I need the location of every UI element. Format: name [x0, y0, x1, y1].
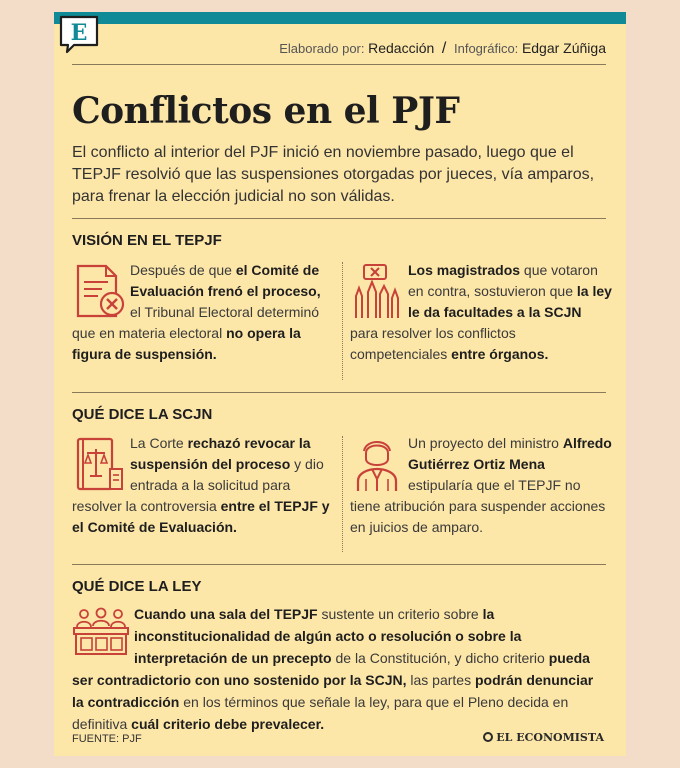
tepjf-left-block	[72, 260, 330, 365]
scjn-right-block	[350, 433, 612, 538]
text-bold: pueda ser contradictorio con uno sostenido por la SCJN,	[72, 650, 590, 688]
text: sustente un criterio sobre	[317, 606, 483, 622]
elaborado-label: Elaborado por:	[279, 41, 365, 56]
text: el Tribunal Electoral determinó que en materia electoral	[72, 304, 320, 341]
credits-separator: /	[441, 40, 447, 57]
text: La Corte	[130, 435, 188, 451]
brand-logo	[483, 731, 604, 744]
text-bold: Los magistrados	[408, 262, 521, 278]
text-bold: entre órganos.	[451, 346, 549, 362]
law-book-scales-icon	[72, 435, 126, 493]
scjn-left-block	[72, 433, 330, 538]
text-bold: la ley le da facultades a la SCJN	[408, 283, 612, 320]
text: Después de que	[130, 262, 236, 278]
infographic-card	[54, 12, 626, 756]
column-divider	[342, 436, 343, 552]
text-bold: rechazó revocar la suspensión del proceso	[130, 435, 311, 472]
text-bold: cuál criterio debe prevalecer.	[131, 716, 325, 732]
ley-block	[72, 603, 608, 735]
text: estipularía que el TEPJF no tiene atribución para suspender acciones en juicios de amparo.	[350, 477, 606, 535]
source-note: FUENTE: PJF	[72, 733, 142, 745]
raised-hands-vote-icon	[350, 262, 404, 320]
section-title-tepjf: VISIÓN EN EL TEPJF	[72, 232, 222, 249]
infografico-value: Edgar Zúñiga	[521, 40, 606, 56]
tepjf-right-block	[350, 260, 612, 365]
text-bold: entre el TEPJF y el Comité de Evaluación.	[72, 498, 330, 535]
section-title-scjn: QUÉ DICE LA SCJN	[72, 406, 213, 423]
text-bold: la inconstitucionalidad de algún acto o resolución o sobre la interpretación de un precepto	[134, 606, 522, 666]
text: en los términos que señale la ley, para que el Pleno decida en definitiva	[72, 694, 569, 732]
top-accent-bar	[54, 12, 626, 24]
page-title: Conflictos en el PJF	[72, 90, 460, 132]
section-rule	[72, 392, 606, 393]
intro-rule	[72, 218, 606, 219]
judge-person-icon	[350, 435, 404, 493]
text-bold: no opera la figura de suspensión.	[72, 325, 301, 362]
infografico-label: Infográfico:	[453, 41, 519, 56]
header-rule	[72, 64, 606, 65]
text-bold: podrán denunciar la contradicción	[72, 672, 594, 710]
text-bold: el Comité de Evaluación frenó el proceso,	[130, 262, 321, 299]
text-bold: Alfredo Gutiérrez Ortiz Mena	[408, 435, 612, 472]
court-panel-icon	[72, 607, 130, 657]
text-bold: Cuando una sala del TEPJF	[134, 606, 318, 622]
credits	[279, 40, 606, 58]
text: y dio entrada a la solicitud para resolver la controversia	[72, 456, 324, 514]
svg-text:E: E	[70, 20, 88, 46]
section-rule	[72, 564, 606, 565]
document-cancel-icon	[72, 262, 126, 320]
speech-bubble-logo-icon	[58, 14, 100, 54]
text: las partes	[406, 672, 475, 688]
text: de la Constitución, y dicho criterio	[331, 650, 549, 666]
brand-mark-icon	[483, 732, 493, 742]
text: que votaron en contra, sostuvieron que	[408, 262, 598, 299]
column-divider	[342, 262, 343, 380]
brand-name: EL ECONOMISTA	[496, 731, 604, 744]
elaborado-value: Redacción	[368, 40, 435, 56]
text: Un proyecto del ministro	[408, 435, 563, 451]
text: para resolver los conflictos competenciales	[350, 325, 516, 362]
intro-paragraph: El conflicto al interior del PJF inició en noviembre pasado, luego que el TEPJF resolvió que las suspensiones otorgadas por jueces, vía amparos, para frenar la elección judicial no son válidas.	[72, 144, 595, 205]
section-title-ley: QUÉ DICE LA LEY	[72, 578, 202, 595]
